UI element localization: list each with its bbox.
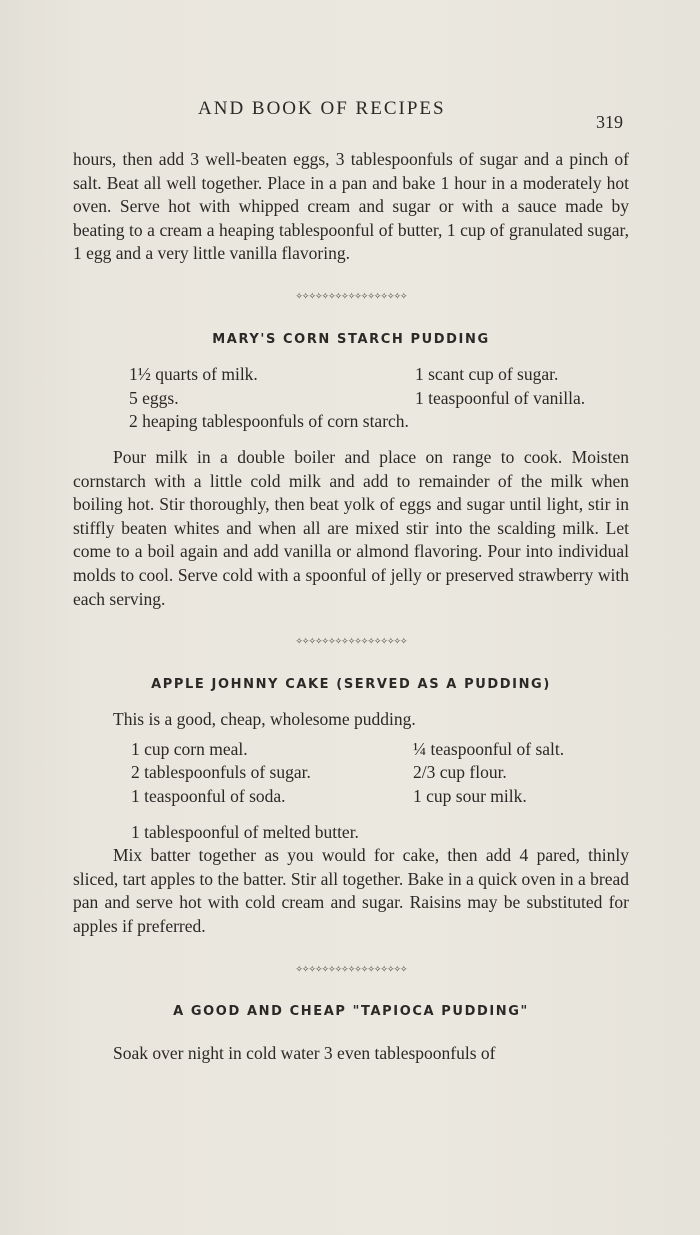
- recipe-method: Soak over night in cold water 3 even tablespoonfuls of: [113, 1042, 496, 1063]
- recipe-method: Pour milk in a double boiler and place on range to cook. Moisten cornstarch with a little cold milk and add to remainder of the milk when boiling hot. Stir thoroughly, then beat yolk of eggs and sugar until light, stir in stiffly beaten whites and when all are mixed stir into the scalding milk. Let come to a boil again and add vanilla or almond flavoring. Pour into individual molds to cool. Serve cold with a spoonful of jelly or preserved strawberry with each serving.: [73, 446, 629, 609]
- ingredient-list: [73, 738, 629, 809]
- ingredient: 1 cup corn meal.: [131, 738, 248, 759]
- ingredient: 2 tablespoonfuls of sugar.: [131, 762, 311, 783]
- recipe-intro: This is a good, cheap, wholesome pudding.: [113, 709, 416, 730]
- recipe-title: MARY'S CORN STARCH PUDDING: [212, 331, 490, 347]
- ingredient: 1½ quarts of milk.: [129, 364, 258, 385]
- intro-paragraph: hours, then add 3 well-beaten eggs, 3 tablespoonfuls of sugar and a pinch of salt. Beat all well together. Place in a pan and bake 1 hour in a moderately hot oven. Serve hot with whipped cream and sugar or with a sauce made by beating to a cream a heaping tablespoonful of butter, 1 cup of granulated sugar, 1 egg and a very little vanilla flavoring.: [73, 149, 629, 264]
- ingredient: 1 cup sour milk.: [413, 786, 527, 807]
- page-header: [0, 98, 700, 132]
- ingredient: 2 heaping tablespoonfuls of corn starch.: [129, 411, 409, 432]
- recipe-method: Mix batter together as you would for cake, then add 4 pared, thinly sliced, tart apples to the batter. Stir all together. Bake in a quick oven in a bread pan and serve hot with cold cream and sugar. Raisins may be substituted for apples if preferred.: [73, 845, 629, 937]
- ingredient: 1 tablespoonful of melted butter.: [131, 821, 359, 842]
- ingredient-list: [73, 363, 629, 434]
- ornament-divider: ✧✧✧✧✧✧✧✧✧✧✧✧✧✧✧✧✧: [295, 964, 407, 975]
- ingredient: [415, 410, 685, 434]
- ingredient: 1 teaspoonful of vanilla.: [415, 387, 586, 408]
- ornament-divider: ✧✧✧✧✧✧✧✧✧✧✧✧✧✧✧✧✧: [295, 637, 407, 648]
- ingredient: ¼ teaspoonful of salt.: [413, 738, 565, 759]
- ingredient: 5 eggs.: [129, 387, 179, 408]
- ornament-divider: ✧✧✧✧✧✧✧✧✧✧✧✧✧✧✧✧✧: [295, 291, 407, 302]
- page-number: 319: [596, 112, 623, 132]
- running-head: AND BOOK OF RECIPES: [198, 98, 446, 119]
- ingredient: 1 scant cup of sugar.: [415, 364, 559, 385]
- ingredient: 1 teaspoonful of soda.: [131, 786, 286, 807]
- recipe-title: A GOOD AND CHEAP "TAPIOCA PUDDING": [173, 1004, 529, 1020]
- recipe-title: APPLE JOHNNY CAKE (SERVED AS A PUDDING): [151, 676, 551, 692]
- ingredient: 2/3 cup flour.: [413, 762, 507, 783]
- page-body: [73, 148, 629, 1065]
